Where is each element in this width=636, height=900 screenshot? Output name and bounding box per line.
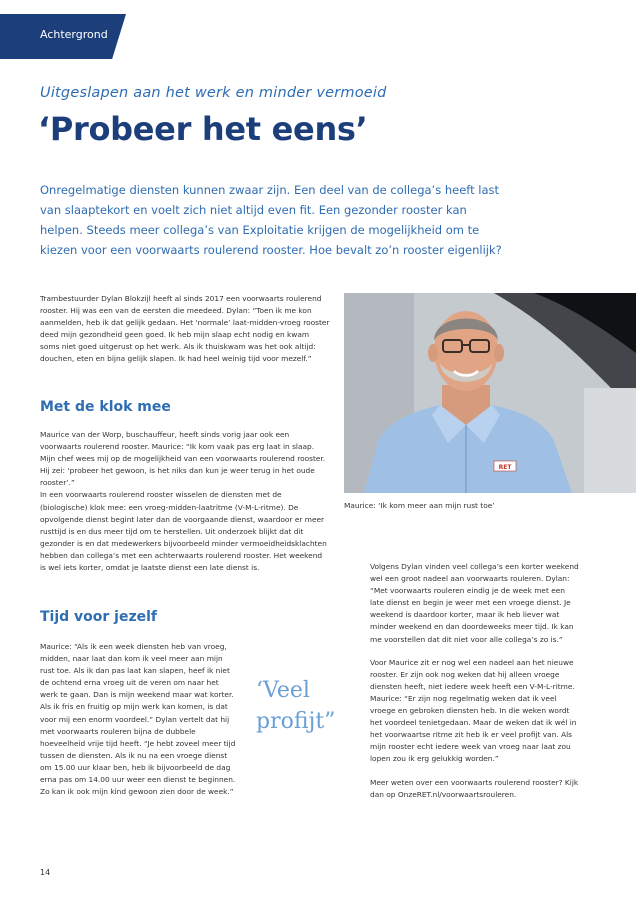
section-1-paragraph-2: In een voorwaarts roulerend rooster wisselen de diensten met de (biologische) klok mee: een vroeg-midden-laatritme (V-M-L-ritme). De opvolgende dienst begint later dan de voorgaande dienst, waardoor er meer rusttijd is en dus meer tijd om te herstellen. Uit onderzoek blijkt dat dit gezonder is en dat medewerkers bijvoorbeeld minder vermoeidheidsklachten hebben dan collega’s met een achterwaarts roulerend rooster. Het weekend is wel iets korter, omdat je laatste dienst een late dienst is. (40, 490, 327, 573)
photo-caption: Maurice: ‘Ik kom meer aan mijn rust toe’ (344, 501, 495, 510)
page-number: 14 (40, 868, 51, 877)
column-2-paragraph-2: Voor Maurice zit er nog wel een nadeel aan het nieuwe rooster. Er zijn ook nog weken dat hij alleen vroege diensten heeft, niet iedere week heeft een V-M-L-ritme. Maurice: “Er zijn nog regelmatig weken dat ik veel vroege en gebroken diensten heb. In die weken wordt het voordeel tenietgedaan. Maar de weken dat ik wél in het voorwaartse ritme zit heb ik er veel profijt van. Als mijn rooster echt iedere week van vroeg naar laat zou lopen zou ik erg gelukkig worden.” (370, 657, 577, 764)
column-2-paragraph-1: Volgens Dylan vinden veel collega’s een korter weekend wel een groot nadeel aan voorwaarts rouleren. Dylan: “Met voorwaarts rouleren eindig je de week met een late dienst en begin je weer met een vroege dienst. Je weekend is daardoor korter, maar ik heb liever wat minder weekend en dan doordeweeks meer tijd. Ik kan me voorstellen dat dit niet voor alle collega’s zo is.” (370, 562, 579, 644)
subheading-tijd-voor-jezelf: Tijd voor jezelf (40, 609, 158, 625)
article-kicker: Uitgeslapen aan het werk en minder vermoeid (40, 85, 387, 101)
article-headline: ‘Probeer het eens’ (38, 110, 368, 148)
article-lead: Onregelmatige diensten kunnen zwaar zijn. Een deel van de collega’s heeft last van slaaptekort en voelt zich niet altijd even fit. Een gezonder rooster kan helpen. Steeds meer collega’s van Exploitatie krijgen de mogelijkheid om te kiezen voor een voorwaarts roulerend rooster. Hoe bevalt zo’n rooster eigenlijk? (40, 183, 502, 257)
section-1-paragraph-1: Maurice van der Worp, buschauffeur, heeft sinds vorig jaar ook een voorwaarts roulerend rooster. Maurice: “Ik kom vaak pas erg laat in slaap. Mijn chef wees mij op de mogelijkheid van een voorwaarts roulerend rooster. Hij zei: ‘probeer het gewoon, is het niks dan kun je weer terug in het oude rooster’.” (40, 430, 326, 488)
intro-paragraph-block (40, 293, 330, 366)
column-2-paragraph-3: Meer weten over een voorwaarts roulerend rooster? Kijk dan op OnzeRET.nl/voorwaartsrouleren. (370, 777, 579, 799)
portrait-illustration (344, 293, 636, 493)
subheading-met-de-klok-mee: Met de klok mee (40, 399, 171, 415)
section-2-paragraph-1: Maurice: “Als ik een week diensten heb van vroeg, midden, naar laat dan kom ik veel meer aan mijn rust toe. Als ik dan pas laat kan slapen, heef ik niet de ochtend erna vroeg uit de veren om naar het werk te gaan. Dan is mijn weekend maar wat korter. Als ik fris en fruitig op mijn werk kan komen, is dat voor mij een enorm voordeel.” Dylan vertelt dat hij met voorwaarts rouleren bijna de dubbele hoeveelheid vrije tijd heeft. “Je hebt zoveel meer tijd tussen de diensten. Als ik nu na een vroege dienst om 15.00 uur klaar ben, heb ik bijvoorbeeld de dag erna pas om 14.00 uur weer een dienst te beginnen. Zo kan ik ook mijn kind gewoon zien door de week.” (40, 642, 236, 797)
badge-text: RET (498, 464, 512, 471)
section-tab-label: Achtergrond (40, 28, 108, 41)
portrait-photo (344, 293, 636, 493)
section-1-text (40, 429, 330, 574)
intro-paragraph: Trambestuurder Dylan Blokzijl heeft al sinds 2017 een voorwaarts roulerend rooster. Hij was een van de eersten die meedeed. Dylan: “Toen ik me kon aanmelden, heb ik dat gelijk gedaan. Het ‘normale’ laat-midden-vroeg rooster deed mijn gezondheid geen goed. Ik heb mijn slaap echt nodig en kwam soms niet goed uitgerust op het werk. Als ik thuiskwam was het ook altijd: douchen, eten en bijna gelijk slapen. Ik had heel weinig tijd voor mezelf.” (40, 294, 330, 364)
pull-quote: ‘Veel profijt” (256, 678, 336, 734)
section-2-text (40, 641, 238, 798)
column-2-text (370, 561, 580, 801)
